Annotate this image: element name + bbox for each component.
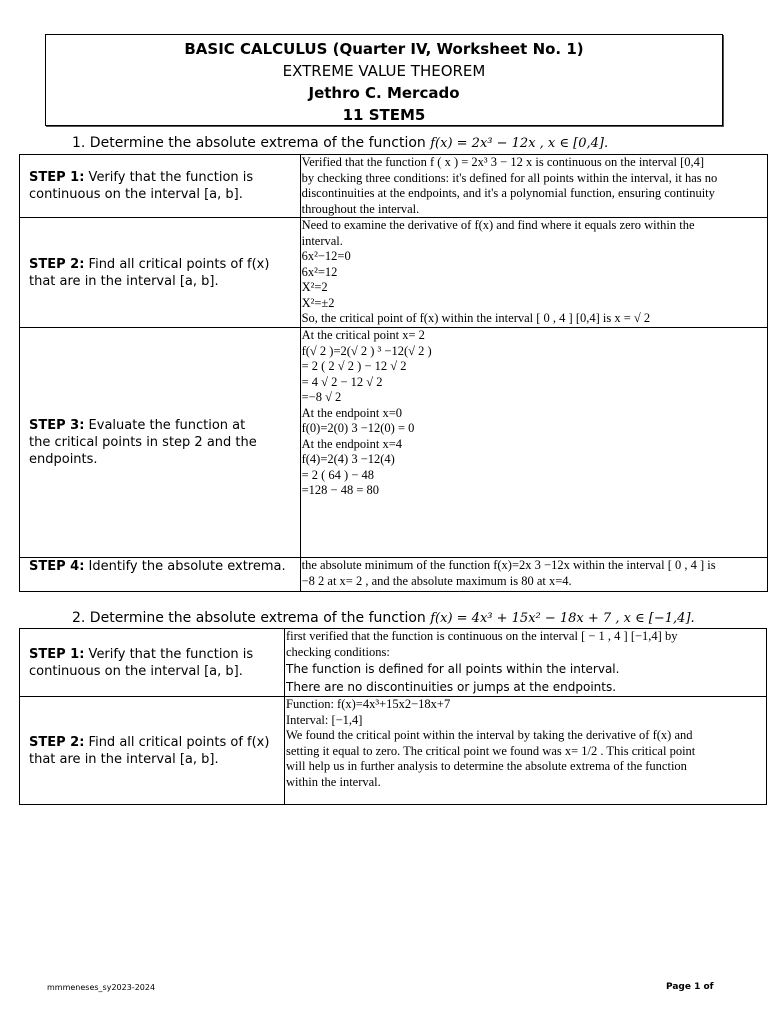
- q2-step-1-answer: first verified that the function is continuous on the interval [ − 1 , 4 ] [−1,4] by checking conditions: The function is defined for all points within the interval. There are no discontinuities or jumps at the endpoints.: [285, 629, 767, 697]
- q2-step-1-label: STEP 1: Verify that the function is continuous on the interval [a, b].: [20, 629, 285, 697]
- footer-author: mmmeneses_sy2023-2024: [47, 983, 156, 992]
- student-name: Jethro C. Mercado: [308, 84, 460, 102]
- footer-page-number: Page 1 of: [666, 982, 714, 992]
- question-1-prompt: 1. Determine the absolute extrema of the function: [72, 135, 426, 151]
- worksheet-title: BASIC CALCULUS (Quarter IV, Worksheet No. 1): [184, 40, 584, 58]
- q1-step-2-label: STEP 2: Find all critical points of f(x) that are in the interval [a, b].: [20, 218, 301, 328]
- question-2-table: [19, 628, 767, 805]
- q1-step-2-row: [20, 218, 768, 328]
- q1-step-4-row: [20, 558, 768, 592]
- q2-step-2-row: [20, 697, 767, 805]
- q1-step-1-row: [20, 155, 768, 218]
- question-2: [72, 610, 695, 626]
- q1-step-4-label: STEP 4: Identify the absolute extrema.: [20, 558, 301, 592]
- header-box: [45, 34, 723, 126]
- question-1: [72, 135, 608, 151]
- q1-step-1-label: STEP 1: Verify that the function is continuous on the interval [a, b].: [20, 155, 301, 218]
- q1-step-4-answer: the absolute minimum of the function f(x)=2x 3 −12x within the interval [ 0 , 4 ] is −8 2 at x= 2 , and the absolute maximum is 80 at x=4.: [300, 558, 767, 592]
- question-1-table: [19, 154, 768, 592]
- question-2-prompt: 2. Determine the absolute extrema of the function: [72, 610, 426, 626]
- question-2-function: f(x) = 4x³ + 15x² − 18x + 7 , x ∈ [−1,4].: [430, 611, 695, 626]
- worksheet-subtitle: EXTREME VALUE THEOREM: [282, 62, 486, 80]
- question-1-function: f(x) = 2x³ − 12x , x ∈ [0,4].: [430, 136, 609, 151]
- q1-step-3-label: STEP 3: Evaluate the function at the critical points in step 2 and the endpoints.: [20, 328, 301, 558]
- q1-step-3-row: [20, 328, 768, 558]
- q2-step-2-label: STEP 2: Find all critical points of f(x) that are in the interval [a, b].: [20, 697, 285, 805]
- q1-step-2-answer: Need to examine the derivative of f(x) and find where it equals zero within the interval. 6x²−12=0 6x²=12 X²=2 X²=±2 So, the critical point of f(x) within the interval [ 0 , 4 ] [0,4] is x = √ 2: [300, 218, 767, 328]
- student-section: 11 STEM5: [342, 106, 426, 124]
- q1-step-3-answer: At the critical point x= 2 f(√ 2 )=2(√ 2 ) ³ −12(√ 2 ) = 2 ( 2 √ 2 ) − 12 √ 2 = 4 √ 2 − 12 √ 2 =−8 √ 2 At the endpoint x=0 f(0)=2(0) 3 −12(0) = 0 At the endpoint x=4 f(4)=2(4) 3 −12(4) = 2 ( 64 ) − 48 =128 − 48 = 80: [300, 328, 767, 558]
- q2-step-2-answer: Function: f(x)=4x³+15x2−18x+7 Interval: [−1,4] We found the critical point within the interval by taking the derivative of f(x) and setting it equal to zero. The critical point we found was x= 1/2 . This critical point will help us in further analysis to determine the absolute extrema of the function within the interval.: [285, 697, 767, 805]
- q2-step-1-row: [20, 629, 767, 697]
- q1-step-1-answer: Verified that the function f ( x ) = 2x³ 3 − 12 x is continuous on the interval [0,4] by checking three conditions: it's defined for all points within the interval, it has no discontinuities at the endpoints, and it's a polynomial function, ensuring continuity throughout the interval.: [300, 155, 767, 218]
